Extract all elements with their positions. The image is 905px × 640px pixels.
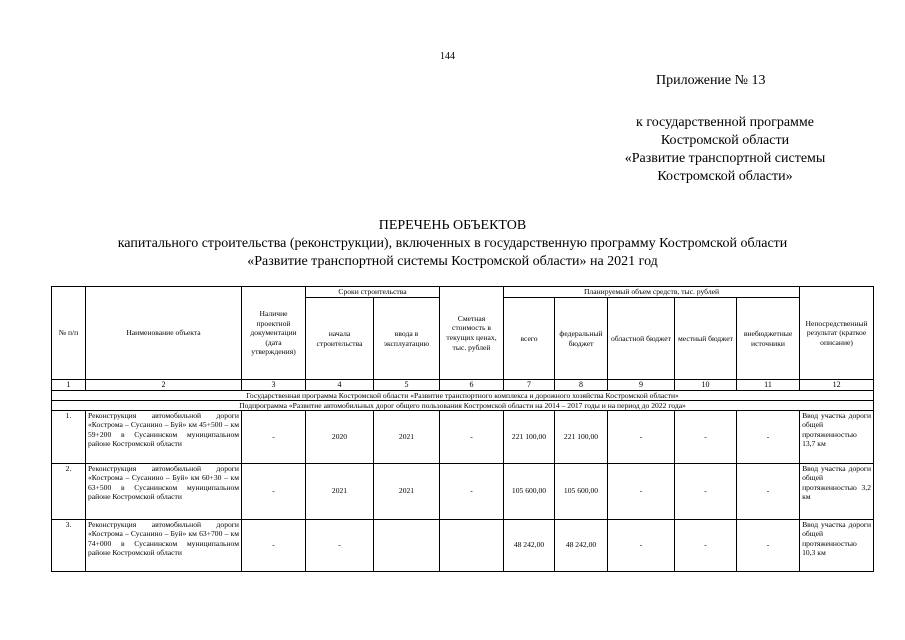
start-year: 2020 — [306, 410, 374, 463]
total-amount: 105 600,00 — [504, 463, 555, 519]
header-result: Непосредственный результат (краткое описание) — [800, 287, 874, 380]
extrabudget-amount: - — [737, 410, 800, 463]
header-estimated-cost: Сметная стоимость в текущих ценах, тыс. рублей — [440, 287, 504, 380]
table-row — [52, 463, 874, 519]
regional-amount: - — [608, 519, 675, 571]
federal-amount: 105 600,00 — [555, 463, 608, 519]
header-total: всего — [504, 298, 555, 380]
column-number: 7 — [504, 380, 555, 391]
column-number: 10 — [675, 380, 737, 391]
object-name: Реконструкция автомобильной дороги «Кострома – Сусанино – Буй» км 60+30 – км 63+500 в Сусанинском муниципальном районе Костромской области — [86, 463, 242, 519]
header-funding-group: Планируемый объем средств, тыс. рублей — [504, 287, 800, 298]
program-section-row: Государственная программа Костромской области «Развитие транспортного комплекса и дорожного хозяйства Костромской области» — [52, 390, 874, 400]
title-line: ПЕРЕЧЕНЬ ОБЪЕКТОВ — [378, 218, 527, 233]
total-amount: 221 100,00 — [504, 410, 555, 463]
result-description: Ввод участка дороги общей протяженностью 3,2 км — [800, 463, 874, 519]
column-number: 12 — [800, 380, 874, 391]
result-description: Ввод участка дороги общей протяженностью 10,3 км — [800, 519, 874, 571]
column-number: 4 — [306, 380, 374, 391]
column-number: 8 — [555, 380, 608, 391]
estimated-cost — [440, 519, 504, 571]
result-description: Ввод участка дороги общей протяженностью 13,7 км — [800, 410, 874, 463]
object-name: Реконструкция автомобильной дороги «Кострома – Сусанино – Буй» км 63+700 – км 74+000 в Сусанинском муниципальном районе Костромской области — [86, 519, 242, 571]
header-federal: федеральный бюджет — [555, 298, 608, 380]
extrabudget-amount: - — [737, 519, 800, 571]
column-number: 3 — [242, 380, 306, 391]
column-number: 2 — [86, 380, 242, 391]
appendix-line: Костромской области — [660, 133, 790, 148]
header-regional: областной бюджет — [608, 298, 675, 380]
federal-amount: 48 242,00 — [555, 519, 608, 571]
project-docs: - — [242, 410, 306, 463]
start-year: 2021 — [306, 463, 374, 519]
header-local: местный бюджет — [675, 298, 737, 380]
appendix-title: Приложение № 13 — [656, 73, 766, 88]
estimated-cost: - — [440, 463, 504, 519]
regional-amount: - — [608, 410, 675, 463]
column-number: 9 — [608, 380, 675, 391]
page-number: 144 — [440, 51, 455, 62]
row-number: 2. — [52, 463, 86, 519]
federal-amount: 221 100,00 — [555, 410, 608, 463]
start-year: - — [306, 519, 374, 571]
project-docs: - — [242, 519, 306, 571]
header-project-docs: Наличие проектной документации (дата утверждения) — [242, 287, 306, 380]
title-line: «Развитие транспортной системы Костромской области» на 2021 год — [247, 254, 658, 269]
document-title — [0, 217, 905, 271]
header-extrabudget: внебюджетные источники — [737, 298, 800, 380]
regional-amount: - — [608, 463, 675, 519]
table-row — [52, 410, 874, 463]
extrabudget-amount: - — [737, 463, 800, 519]
column-number: 6 — [440, 380, 504, 391]
header-end: ввода в эксплуатацию — [374, 298, 440, 380]
end-year — [374, 519, 440, 571]
table-row — [52, 519, 874, 571]
appendix-line: к государственной программе — [636, 115, 814, 130]
appendix-reference — [600, 114, 850, 186]
local-amount: - — [675, 519, 737, 571]
column-number: 5 — [374, 380, 440, 391]
project-docs: - — [242, 463, 306, 519]
estimated-cost: - — [440, 410, 504, 463]
header-name: Наименование объекта — [86, 287, 242, 380]
end-year: 2021 — [374, 463, 440, 519]
end-year: 2021 — [374, 410, 440, 463]
appendix-line: Костромской области» — [657, 169, 793, 184]
total-amount: 48 242,00 — [504, 519, 555, 571]
title-line: капитального строительства (реконструкции), включенных в государственную программу Костромской области — [117, 236, 788, 251]
local-amount: - — [675, 463, 737, 519]
object-name: Реконструкция автомобильной дороги «Кострома – Сусанино – Буй» км 45+500 – км 59+200 в Сусанинском муниципальном районе Костромской области — [86, 410, 242, 463]
header-number: № п/п — [52, 287, 86, 380]
row-number: 1. — [52, 410, 86, 463]
objects-table — [51, 286, 874, 572]
header-terms-group: Сроки строительства — [306, 287, 440, 298]
appendix-line: «Развитие транспортной системы — [624, 151, 826, 166]
local-amount: - — [675, 410, 737, 463]
header-start: начала строительства — [306, 298, 374, 380]
subprogram-section-row: Подпрограмма «Развитие автомобильных дорог общего пользования Костромской области на 2014 – 2017 годы и на период до 2022 года» — [52, 400, 874, 410]
column-number: 1 — [52, 380, 86, 391]
column-number: 11 — [737, 380, 800, 391]
row-number: 3. — [52, 519, 86, 571]
